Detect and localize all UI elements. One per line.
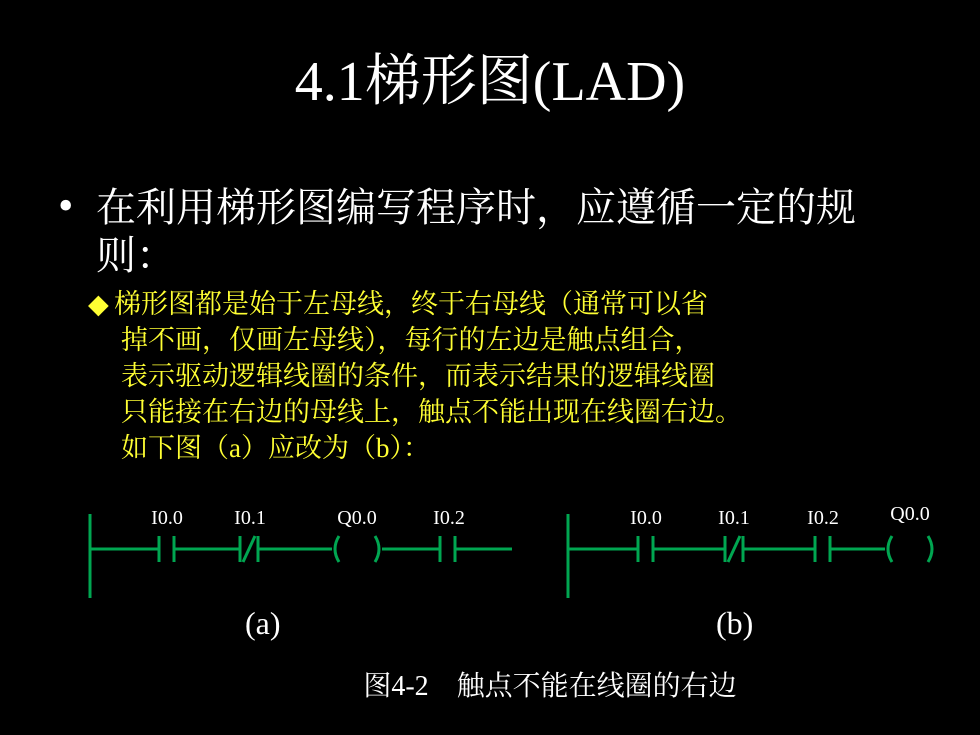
label-a-4: I0.2: [433, 507, 465, 529]
label-a-2: I0.1: [234, 507, 266, 529]
sub-line-3: 表示驱动逻辑线圈的条件，而表示结果的逻辑线圈: [121, 361, 715, 391]
diamond-icon: ◆: [88, 289, 109, 319]
label-a-1: I0.0: [151, 507, 183, 529]
ladder-b: [568, 514, 932, 598]
label-b-3: I0.2: [807, 507, 839, 529]
sub-line-1: ◆ 梯形图都是始于左母线，终于右母线（通常可以省: [88, 286, 908, 322]
label-b-1: I0.0: [630, 507, 662, 529]
coil-a-q00-right: [375, 536, 379, 562]
contact-a-i01-slash: [243, 536, 255, 562]
label-a-3: Q0.0: [337, 507, 377, 529]
contact-b-i01-slash: [728, 536, 740, 562]
bullet-dot: •: [58, 181, 74, 230]
sub-line-5: 如下图（a）应改为（b）：: [121, 433, 430, 463]
figure-caption: 图4-2 触点不能在线圈的右边: [363, 671, 737, 702]
sub-line-4: 只能接在右边的母线上，触点不能出现在线圈右边。: [121, 397, 742, 427]
label-b-4: Q0.0: [890, 503, 930, 525]
caption-b: (b): [716, 605, 754, 641]
caption-a: (a): [245, 605, 281, 641]
coil-b-q00-right: [928, 536, 932, 562]
slide-title: 4.1梯形图(LAD): [294, 51, 686, 113]
sub-line-2: 掉不画，仅画左母线），每行的左边是触点组合，: [121, 325, 702, 355]
main-bullet-text: 在利用梯形图编写程序时，应遵循一定的规则：: [96, 185, 856, 278]
label-b-2: I0.1: [718, 507, 750, 529]
coil-a-q00-left: [335, 536, 339, 562]
coil-b-q00-left: [888, 536, 892, 562]
